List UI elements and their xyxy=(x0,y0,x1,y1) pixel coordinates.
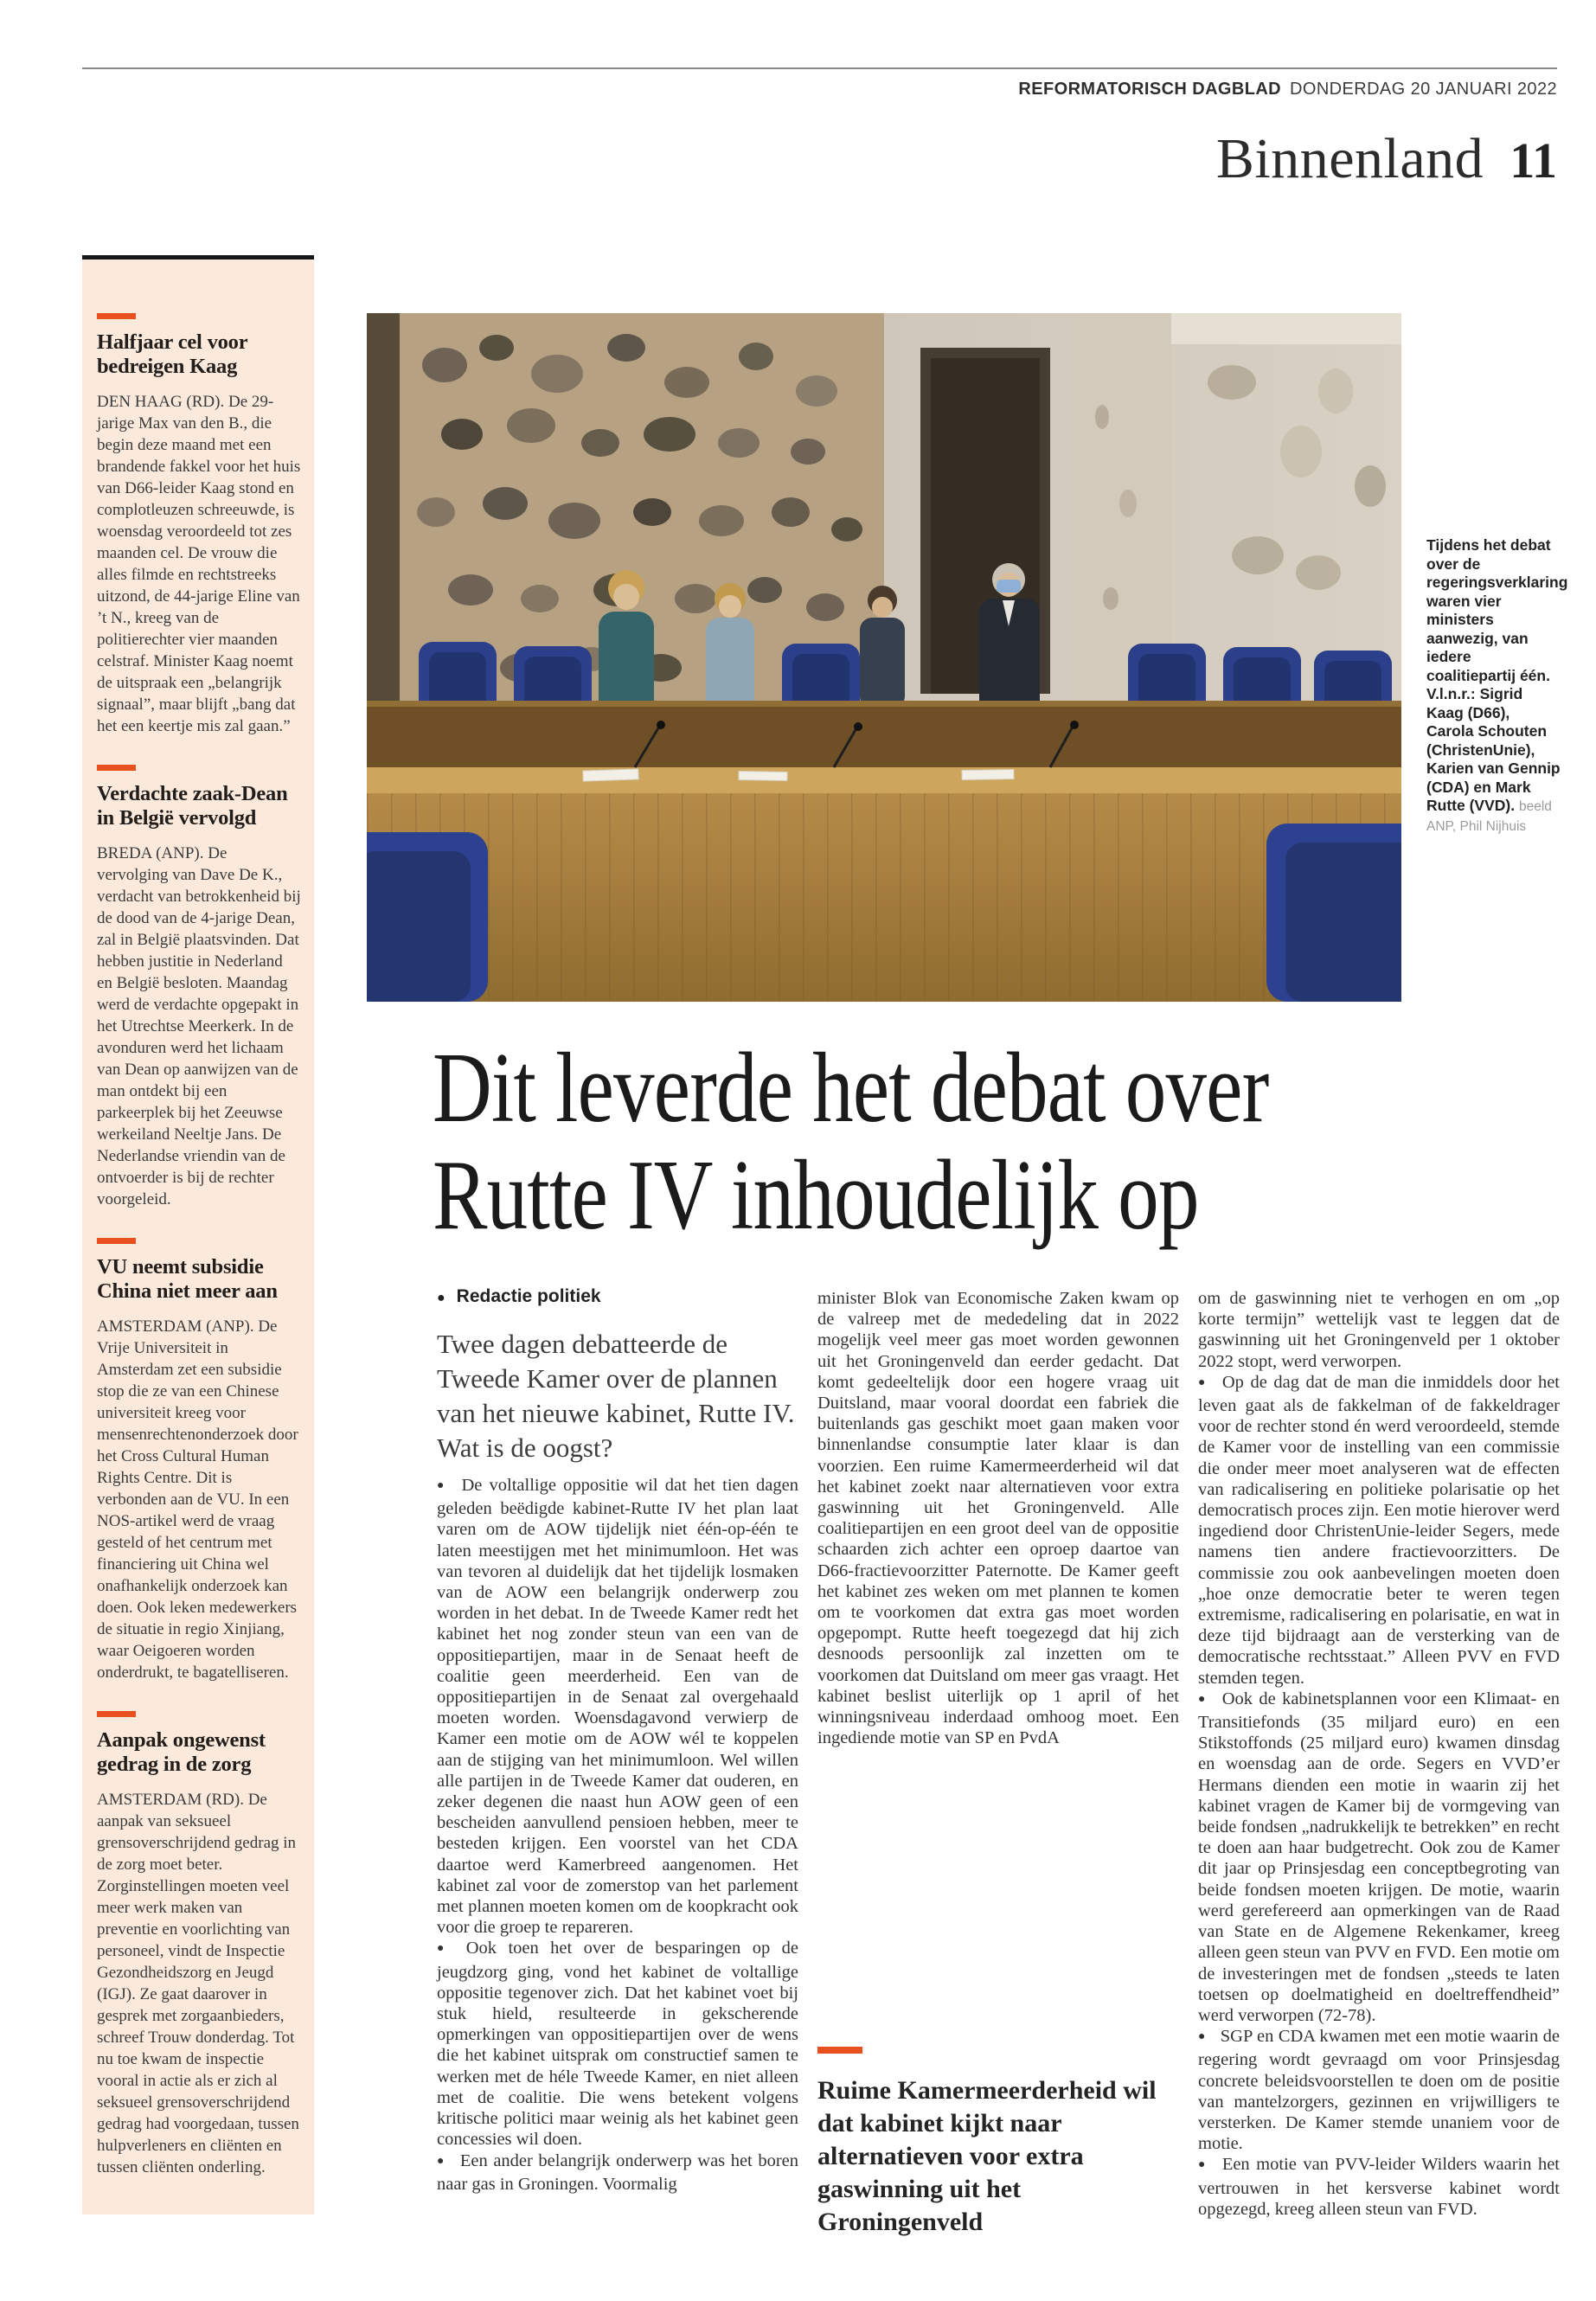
page-number: 11 xyxy=(1509,132,1557,189)
paragraph-text: De voltallige oppositie wil dat het tien dagen geleden beëdigde kabinet-Rutte IV het plan laat varen om de AOW tijdelijk niet één-op-één te laten meestijgen met het minimumloon. Het was van tevoren al duidelijk dat het tijdelijk losmaken van de AOW een belangrijk onderwerp zou worden in het debat. In de Tweede Kamer redt het kabinet het nog zonder steun van een van de oppositiepartijen, maar in de Senaat heeft de coalitie geen meerderheid. Een van de oppositiepartijen in de Senaat zal overgehaald moeten worden. Woensdagavond verwierp de Kamer een motie om de AOW wél te koppelen aan de stijging van het minimumloon. Wel willen alle partijen in de Tweede Kamer dat ouderen, en zeker degenen die naast hun AOW geen of een bescheiden aanvullend pensioen hebben, meer te besteden krijgen. Een voorstel van het CDA daartoe werd Kamerbreed aangenomen. Het kabinet zal voor de zomerstop van het parlement met plannen moeten komen om de koopkracht ook voor die groep te repareren. xyxy=(437,1476,798,1938)
bullet-icon: ● xyxy=(437,1942,452,1956)
brief-article xyxy=(97,765,301,1210)
article-headline xyxy=(433,1035,1452,1249)
caption-text: Tijdens het debat over de regeringsverklaring waren vier ministers aanwezig, van iedere coalitiepartij één. V.l.n.r.: Sigrid Kaag (D66), Carola Schouten (ChristenUnie), Karien van Gennip (CDA) en Mark Rutte (VVD). xyxy=(1426,536,1568,814)
accent-dash xyxy=(97,1711,136,1717)
paragraph-text: Op de dag dat de man die inmiddels door het leven gaat als de fakkelman of de fakkeldrager voor de rechter stond én werd veroordeeld, stemde de Kamer voor de instelling van een commissie die onder meer moet analyseren wat de effecten van radicalisering en politieke polarisatie op het democratisch proces zijn. Een motie hierover werd ingediend door ChristenUnie-leider Segers, mede namens tien andere fractievoorzitters. De commissie zou ook aanbevelingen moeten doen „hoe onze democratie beter te weren tegen extremisme, radicalisering en polarisatie, en wat in deze tijd bijdraagt aan de versterking van de democratische rechtsstaat.” Alleen PVV en FVD stemden tegen. xyxy=(1198,1372,1560,1688)
paragraph xyxy=(437,1938,798,2150)
parliament-desk xyxy=(367,701,1401,1002)
paragraph-text: SGP en CDA kwamen met een motie waarin de regering wordt gevraagd om voor Prinsjesdag concrete beleidsvoorstellen te doen om de positie van mantelzorgers, gezinnen en vrijwilligers te versterken. De Kamer stemde unaniem voor de motie. xyxy=(1198,2027,1560,2154)
bullet-icon: ● xyxy=(1198,1692,1208,1706)
headline-line-2: Rutte IV inhoudelijk op xyxy=(433,1140,1199,1251)
photo-caption xyxy=(1426,536,1568,836)
paragraph xyxy=(1198,2154,1560,2220)
header-rule xyxy=(82,67,1557,69)
article-column-1 xyxy=(437,1475,798,2195)
bullet-icon: ● xyxy=(1198,2158,1208,2172)
brief-body: BREDA (ANP). De vervolging van Dave De K., verdacht van betrokkenheid bij de dood van de 4-jarige Dean, zal in België plaatsvinden. Dat hebben justitie in Nederland en België besloten. Maandag werd de verdachte opgepakt in het Utrechtse Meerkerk. In de avonduren werd het lichaam van Dean op aanwijzen van de man ontdekt bij een parkeerplek bij het Zeeuwse werkeiland Neeltje Jans. De Nederlandse vriendin van de ontvoerder is bij de rechter voorgeleid. xyxy=(97,844,301,1208)
paragraph-text: Ook de kabinetsplannen voor een Klimaat- en Transitiefonds (35 miljard euro) en een Stikstoffonds (25 miljard euro) kwamen dinsdag en woensdag aan de orde. Segers en VVD’er Hermans dienden een motie in waarin zij het kabinet vragen de Kamer bij de vormgeving van beide fondsen „nadrukkelijk te betrekken” en recht te doen aan haar budgetrecht. Ook zou de Kamer dit jaar op Prinsjesdag een conceptbegroting van beide fondsen moeten krijgen. De motie, waarin werd gerefereerd aan opmerkingen van de Raad van State en de Algemene Rekenkamer, kreeg alleen geen steun van PVV en FVD. Een motie om de investeringen met de fondsen „steeds te laten toetsen op doelmatigheid en doeltreffendheid” werd verworpen (72-78). xyxy=(1198,1689,1560,2025)
paragraph xyxy=(1198,1689,1560,2026)
brief-body: DEN HAAG (RD). De 29-jarige Max van den B., die begin deze maand met een brandende fakkel voor het huis van D66-leider Kaag stond en complotleuzen schreeuwde, is woensdag veroordeeld tot zes maanden cel. De vrouw die alles filmde en rechtstreeks uitzond, de 44-jarige Eline van ’t N., kreeg van de politierechter vier maanden celstraf. Minister Kaag noemt de uitspraak een „belangrijk signaal”, maar blijft „bang dat het een keertje mis zal gaan.” xyxy=(97,393,301,735)
paragraph-text: Ook toen het over de besparingen op de jeugdzorg ging, vond het kabinet de voltallige oppositie tegenover zich. Dat het kabinet voet bij stuk hield, resulteerde in gekscherende opmerkingen van oppositiepartijen over de wens die het kabinet uitsprak om constructief samen te werken met de héle Tweede Kamer, en niet alleen met de coalitie. Die wens betekent volgens kritische politici maar weinig als het kabinet geen concessies wil doen. xyxy=(437,1939,798,2150)
photo-credit: beeld ANP, Phil Nijhuis xyxy=(1426,799,1552,834)
accent-dash xyxy=(817,2047,862,2054)
byline-text: Redactie politiek xyxy=(456,1286,601,1306)
brief-article xyxy=(97,1238,301,1683)
paper-name: REFORMATORISCH DAGBLAD xyxy=(1018,80,1282,99)
pull-quote-text: Ruime Kamermeerderheid wil dat kabinet kijkt naar alternatieven voor extra gaswinning uit het Groningenveld xyxy=(817,2076,1157,2236)
paragraph-text: minister Blok van Economische Zaken kwam op de valreep met de mededeling dat in 2022 mogelijk veel meer gas moet worden gewonnen uit het Groningenveld dan eerder gedacht. Dat komt gedeeltelijk door een hogere vraag uit Duitsland, maar vooral doordat een fabriek die buitenlands gas geschikt moet gaan maken voor binnenlandse consumptie later klaar is dan voorzien. Een ruime Kamermeerderheid wil dat het kabinet zoekt naar alternatieven voor extra gaswinning uit het Groningenveld. Alle coalitiepartijen en een groot deel van de oppositie schaarden zich achter een oproep daartoe van D66-fractievoorzitter Paternotte. De Kamer geeft het kabinet zes weken om met plannen te komen om te voorkomen dat extra gas moet worden opgepompt. Rutte heeft toegezegd dat hij zich desnoods persoonlijk zal inzetten om te voorkomen dat Duitsland om meer gas vraagt. Het kabinet beslist uiterlijk op 1 april of het winningsniveau inderdaad omhoog moet. Een ingediende motie van SP en PvdA xyxy=(817,1289,1179,1748)
masthead xyxy=(1018,80,1557,99)
section-header xyxy=(1216,126,1557,192)
brief-body: AMSTERDAM (RD). De aanpak van seksueel grensoverschrijdend gedrag in de zorg moet beter. Zorginstellingen moeten veel meer werk maken van preventie en voorlichting van personeel, vindt de Inspectie Gezondheidszorg en Jeugd (IGJ). Ze gaat daarover in gesprek met zorgaanbieders, schreef Trouw donderdag. Tot nu toe kwam de inspectie vooral in actie als er zich al seksueel grensoverschrijdend gedrag had voorgedaan, tussen hulpverleners en cliënten en tussen cliënten onderling. xyxy=(97,1791,299,2176)
article-column-3 xyxy=(1198,1288,1560,2220)
headline-line-1: Dit leverde het debat over xyxy=(433,1033,1269,1144)
paragraph-text: Een ander belangrijk onderwerp was het boren naar gas in Groningen. Voormalig xyxy=(437,2150,798,2194)
bullet-icon: ● xyxy=(1198,1375,1208,1389)
bullet-icon: ● xyxy=(437,1291,445,1305)
article-column-2 xyxy=(817,1288,1179,1748)
article-intro: Twee dagen debatteerde de Tweede Kamer over de plannen van het nieuwe kabinet, Rutte IV. Wat is de oogst? xyxy=(437,1329,795,1463)
bullet-icon: ● xyxy=(1198,2030,1206,2044)
section-title: Binnenland xyxy=(1215,127,1484,190)
bullet-icon: ● xyxy=(437,2154,445,2168)
accent-dash xyxy=(97,765,136,771)
brief-article xyxy=(97,313,301,737)
accent-dash xyxy=(97,1238,136,1244)
paragraph xyxy=(817,1288,1179,1748)
bullet-icon: ● xyxy=(437,1479,447,1492)
paragraph xyxy=(1198,1288,1560,1372)
paragraph-text: om de gaswinning niet te verhogen en om „op korte termijn” wettelijk vast te leggen dat de gaswinning uit het Groningenveld per 1 oktober 2022 stopt, werd verworpen. xyxy=(1198,1289,1560,1371)
paragraph xyxy=(437,2150,798,2195)
paragraph xyxy=(1198,2026,1560,2154)
pull-quote xyxy=(817,2047,1183,2239)
issue-date: DONDERDAG 20 JANUARI 2022 xyxy=(1290,80,1557,99)
brief-title: Halfjaar cel voor bedreigen Kaag xyxy=(97,330,247,378)
paragraph xyxy=(437,1475,798,1938)
byline xyxy=(437,1286,601,1307)
brief-title: VU neemt subsidie China niet meer aan xyxy=(97,1255,278,1303)
brief-title: Verdachte zaak-Dean in België vervolgd xyxy=(97,782,288,830)
paragraph xyxy=(1198,1372,1560,1689)
news-photo xyxy=(367,313,1401,1002)
news-briefs-sidebar xyxy=(82,255,314,2214)
brief-article xyxy=(97,1711,301,2178)
brief-title: Aanpak ongewenst gedrag in de zorg xyxy=(97,1728,266,1776)
photo-illustration xyxy=(367,313,1401,1002)
paragraph-text: Een motie van PVV-leider Wilders waarin het vertrouwen in het kersverse kabinet wordt opgezegd, kreeg alleen steun van FVD. xyxy=(1198,2155,1560,2219)
brief-body: AMSTERDAM (ANP). De Vrije Universiteit in Amsterdam zet een subsidie stop die ze van een Chinese universiteit kreeg voor mensenrechtenonderzoek door het Cross Cultural Human Rights Centre. Dit is verbonden aan de VU. In een NOS-artikel werd de vraag gesteld of het centrum met financiering uit China wel onafhankelijk onderzoek kan doen. Ook leken medewerkers de situatie in regio Xinjiang, waar Oeigoeren worden onderdrukt, te bagatelliseren. xyxy=(97,1317,298,1682)
accent-dash xyxy=(97,313,136,319)
